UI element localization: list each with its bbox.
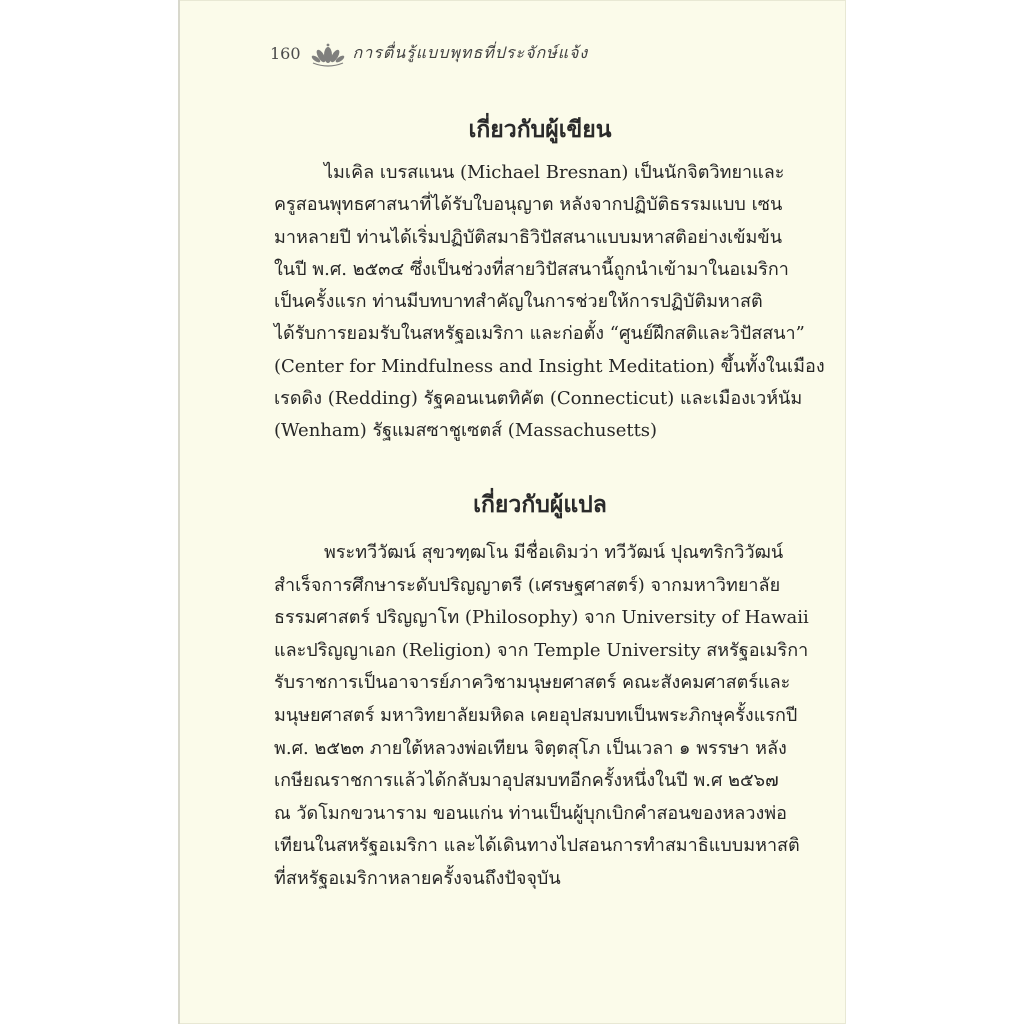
page-edge-shadow: [178, 0, 180, 1024]
text-line: พระทวีวัฒน์ สุขวฑฺฒโน มีชื่อเดิมว่า ทวีวัฒน์ ปุณฑริกวิวัฒน์: [324, 542, 784, 563]
page-number: 160: [270, 43, 301, 63]
lotus-ornament-icon: [309, 39, 347, 67]
text-line: ในปี พ.ศ. ๒๕๓๔ ซึ่งเป็นช่วงที่สายวิปัสสนานี้ถูกนำเข้ามาในอเมริกา: [274, 258, 789, 280]
heading-about-author: เกี่ยวกับผู้เขียน: [468, 117, 612, 143]
text-line: เกษียณราชการแล้วได้กลับมาอุปสมบทอีกครั้งหนึ่งในปี พ.ศ ๒๕๖๗: [274, 770, 779, 792]
text-line: เป็นครั้งแรก ท่านมีบทบาทสำคัญในการช่วยให้การปฏิบัติมหาสติ: [274, 291, 763, 313]
running-title: การตื่นรู้แบบพุทธที่ประจักษ์แจ้ง: [352, 42, 589, 62]
text-line: มนุษยศาสตร์ มหาวิทยาลัยมหิดล เคยอุปสมบทเป็นพระภิกษุครั้งแรกปี: [274, 704, 798, 726]
text-line: ได้รับการยอมรับในสหรัฐอเมริกา และก่อตั้ง “ศูนย์ฝึกสติและวิปัสสนา”: [274, 323, 805, 345]
text-line: และปริญญาเอก (Religion) จาก Temple University สหรัฐอเมริกา: [274, 639, 809, 661]
paragraph-about-translator: [274, 537, 809, 896]
text-line: (Center for Mindfulness and Insight Meditation) ขึ้นทั้งในเมือง: [274, 355, 825, 377]
text-line: ไมเคิล เบรสแนน (Michael Bresnan) เป็นนักจิตวิทยาและ: [324, 162, 785, 183]
text-line: สำเร็จการศึกษาระดับปริญญาตรี (เศรษฐศาสตร์) จากมหาวิทยาลัย: [274, 574, 781, 596]
text-line: เทียนในสหรัฐอเมริกา และได้เดินทางไปสอนการทำสมาธิแบบมหาสติ: [274, 835, 800, 857]
text-line: มาหลายปี ท่านได้เริ่มปฏิบัติสมาธิวิปัสสนาแบบมหาสติอย่างเข้มข้น: [274, 226, 783, 248]
text-line: (Wenham) รัฐแมสซาชูเซตส์ (Massachusetts): [274, 420, 658, 442]
text-line: ธรรมศาสตร์ ปริญญาโท (Philosophy) จาก University of Hawaii: [274, 607, 809, 629]
text-line: ณ วัดโมกขวนาราม ขอนแก่น ท่านเป็นผู้บุกเบิกคำสอนของหลวงพ่อ: [274, 802, 787, 824]
text-line: ครูสอนพุทธศาสนาที่ได้รับใบอนุญาต หลังจากปฏิบัติธรรมแบบ เซน: [274, 194, 783, 216]
text-line: พ.ศ. ๒๕๒๓ ภายใต้หลวงพ่อเทียน จิตฺตสุโภ เป็นเวลา ๑ พรรษา หลัง: [274, 737, 787, 759]
heading-about-translator: เกี่ยวกับผู้แปล: [473, 492, 607, 518]
text-line: เรดดิง (Redding) รัฐคอนเนตทิคัต (Connecticut) และเมืองเวห์นัม: [274, 388, 803, 410]
text-line: ที่สหรัฐอเมริกาหลายครั้งจนถึงปัจจุบัน: [274, 867, 561, 889]
paragraph-about-author: [274, 157, 825, 448]
text-line: รับราชการเป็นอาจารย์ภาควิชามนุษยศาสตร์ คณะสังคมศาสตร์และ: [274, 672, 791, 694]
running-head: [270, 38, 588, 68]
